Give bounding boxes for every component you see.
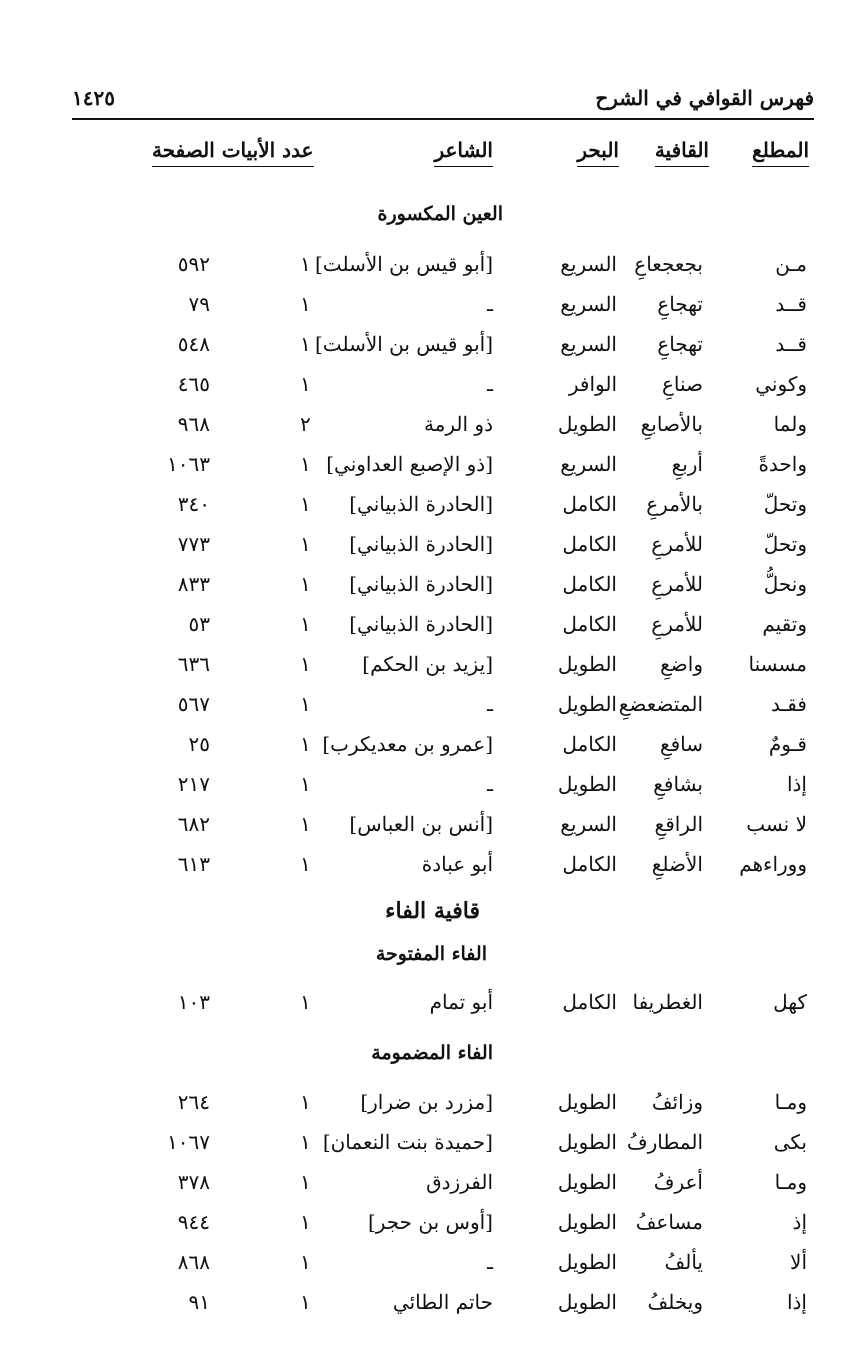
cell-rhyme: وزائفُ [651,1090,703,1114]
table-row [0,852,855,892]
table-row [0,772,855,812]
cell-meter: الكامل [562,532,617,556]
cell-count: ١ [300,852,311,876]
cell-page: ٩٦٨ [177,412,210,436]
cell-page: ٥٩٢ [177,252,210,276]
cell-poet: [يزيد بن الحكم] [362,652,493,676]
cell-rhyme: أربعِ [671,452,703,476]
cell-poet: [حميدة بنت النعمان] [322,1130,493,1154]
cell-poet: ـ [487,1250,493,1274]
col-heading-rhyme: القافية [655,138,709,162]
cell-page: ٩٤٤ [177,1210,210,1234]
cell-opening: وكوني [755,372,807,396]
table-row [0,652,855,692]
cell-poet: ـ [487,692,493,716]
cell-opening: واحدةً [758,452,807,476]
table-row [0,1290,855,1330]
header-title: فهرس القوافي في الشرح [595,86,814,110]
cell-rhyme: يألفُ [664,1250,703,1274]
cell-meter: الكامل [562,732,617,756]
cell-meter: الكامل [562,852,617,876]
col-heading-meter: البحر [577,138,619,162]
cell-page: ٦١٣ [177,852,210,876]
cell-poet: ـ [487,772,493,796]
cell-opening: وتقيم [762,612,807,636]
cell-opening: لا نسب [746,812,807,836]
cell-count: ١ [300,652,311,676]
cell-poet: [الحادرة الذبياني] [349,532,493,556]
cell-meter: الطويل [557,772,617,796]
cell-opening: ووراءهم [739,852,807,876]
cell-meter: الطويل [557,1290,617,1314]
cell-rhyme: أعرفُ [653,1170,703,1194]
cell-rhyme: سافعِ [659,732,703,756]
cell-count: ١ [300,532,311,556]
cell-meter: الطويل [557,1250,617,1274]
cell-count: ١ [300,990,311,1014]
cell-poet: ـ [487,292,493,316]
table-row [0,612,855,652]
header-rule [72,118,814,120]
cell-meter: السريع [560,812,617,836]
cell-page: ١٠٣ [177,990,210,1014]
cell-count: ١ [300,332,311,356]
cell-opening: ولما [773,412,807,436]
col-heading-poet: الشاعر [434,138,493,162]
cell-count: ١ [300,572,311,596]
cell-count: ١ [300,292,311,316]
cell-poet: ذو الرمة [423,412,493,436]
table-row [0,1090,855,1130]
table-row [0,1210,855,1250]
table-row [0,412,855,452]
cell-opening: وتحلّ [763,492,807,516]
cell-opening: إذا [786,772,807,796]
section-heading-ain-maksura: العين المكسورة [377,203,503,225]
cell-rhyme: الأضلعِ [651,852,703,876]
cell-opening: قــد [775,332,807,356]
cell-rhyme: بشافعِ [653,772,703,796]
table-row [0,732,855,772]
cell-poet: [ذو الإصبع العداوني] [326,452,493,476]
running-header [72,82,814,118]
table-row [0,1250,855,1290]
cell-count: ١ [300,252,311,276]
cell-poet: [أنس بن العباس] [349,812,493,836]
table-row [0,332,855,372]
cell-poet: ـ [487,372,493,396]
cell-page: ٥٦٧ [177,692,210,716]
cell-meter: السريع [560,452,617,476]
cell-poet: [أوس بن حجر] [367,1210,493,1234]
cell-count: ١ [300,1130,311,1154]
cell-page: ٩١ [188,1290,210,1314]
cell-meter: الطويل [557,1170,617,1194]
cell-page: ٦٣٦ [177,652,210,676]
table-row [0,532,855,572]
section-heading-fa-madmuma: الفاء المضمومة [371,1042,493,1064]
cell-opening: إذا [786,1290,807,1314]
cell-count: ١ [300,692,311,716]
cell-count: ١ [300,772,311,796]
cell-page: ٤٦٥ [177,372,210,396]
table-row [0,990,855,1030]
cell-page: ٢١٧ [177,772,210,796]
cell-meter: الكامل [562,990,617,1014]
cell-count: ١ [300,1170,311,1194]
cell-page: ٥٣ [188,612,210,636]
cell-page: ٧٩ [188,292,210,316]
cell-rhyme: بجعجعاعِ [634,252,703,276]
cell-rhyme: بالأصابعِ [640,412,703,436]
table-row [0,1170,855,1210]
cell-opening: مـن [775,252,807,276]
cell-rhyme: واضعِ [660,652,703,676]
table-row [0,1130,855,1170]
cell-opening: كهل [773,990,807,1014]
cell-page: ٣٤٠ [177,492,210,516]
table-row [0,452,855,492]
page-number: ١٤٢٥ [72,86,115,110]
cell-opening: قــد [775,292,807,316]
section-heading-qafiyat-al-fa: قافية الفاء [385,898,480,924]
cell-rhyme: المتضعضعِ [618,692,703,716]
cell-meter: الكامل [562,612,617,636]
cell-page: ٧٧٣ [177,532,210,556]
cell-opening: ونحلُّ [763,572,807,596]
cell-rhyme: بالأمرعِ [646,492,703,516]
cell-page: ٣٧٨ [177,1170,210,1194]
cell-rhyme: صناعِ [661,372,703,396]
cell-count: ١ [300,812,311,836]
cell-meter: الطويل [557,692,617,716]
cell-rhyme: ويخلفُ [647,1290,703,1314]
cell-rhyme: تهجاعِ [657,332,703,356]
cell-rhyme: للأمرعِ [651,612,703,636]
cell-rhyme: الراقعِ [654,812,703,836]
table-row [0,692,855,732]
cell-meter: الطويل [557,1090,617,1114]
cell-opening: بكى [773,1130,807,1154]
cell-page: ٥٤٨ [177,332,210,356]
cell-meter: الطويل [557,1130,617,1154]
cell-poet: [أبو قيس بن الأسلت] [315,252,493,276]
cell-rhyme: للأمرعِ [651,572,703,596]
cell-meter: الطويل [557,412,617,436]
cell-count: ١ [300,492,311,516]
cell-opening: فقـد [770,692,807,716]
cell-opening: قـومٌ [768,732,807,756]
cell-poet: [الحادرة الذبياني] [349,612,493,636]
cell-page: ٢٦٤ [177,1090,210,1114]
cell-poet: أبو تمام [429,990,493,1014]
cell-count: ١ [300,1250,311,1274]
cell-poet: [مزرد بن ضرار] [360,1090,493,1114]
table-row [0,372,855,412]
cell-opening: ومـا [774,1090,807,1114]
cell-rhyme: للأمرعِ [651,532,703,556]
cell-rhyme: المطارفُ [626,1130,703,1154]
cell-poet: أبو عبادة [421,852,493,876]
cell-opening: ومـا [774,1170,807,1194]
cell-poet: حاتم الطائي [392,1290,493,1314]
col-heading-count-page: عدد الأبيات الصفحة [152,138,314,162]
cell-meter: الكامل [562,492,617,516]
cell-count: ١ [300,732,311,756]
cell-opening: إذ [792,1210,807,1234]
cell-opening: ألا [790,1250,807,1274]
cell-meter: الطويل [557,652,617,676]
cell-page: ١٠٦٧ [167,1130,210,1154]
cell-poet: [الحادرة الذبياني] [349,572,493,596]
cell-page: ١٠٦٣ [167,452,210,476]
cell-page: ٨٦٨ [177,1250,210,1274]
cell-count: ١ [300,612,311,636]
cell-count: ١ [300,1090,311,1114]
table-row [0,812,855,852]
cell-meter: السريع [560,252,617,276]
cell-meter: الكامل [562,572,617,596]
cell-count: ١ [300,452,311,476]
cell-poet: [عمرو بن معديكرب] [322,732,493,756]
cell-rhyme: مساعفُ [635,1210,703,1234]
cell-page: ٨٣٣ [177,572,210,596]
table-row [0,572,855,612]
cell-poet: [أبو قيس بن الأسلت] [315,332,493,356]
cell-meter: السريع [560,292,617,316]
col-heading-opening: المطلع [752,138,809,162]
cell-meter: السريع [560,332,617,356]
cell-count: ١ [300,1290,311,1314]
cell-opening: مسسنا [748,652,807,676]
cell-count: ١ [300,1210,311,1234]
cell-meter: الوافر [568,372,617,396]
table-row [0,292,855,332]
cell-page: ٦٨٢ [177,812,210,836]
table-row [0,492,855,532]
cell-meter: الطويل [557,1210,617,1234]
cell-rhyme: الغطريفا [632,990,703,1014]
table-row [0,252,855,292]
cell-page: ٢٥ [188,732,210,756]
cell-poet: الفرزدق [426,1170,493,1194]
section-heading-fa-maftuha: الفاء المفتوحة [375,943,487,965]
cell-poet: [الحادرة الذبياني] [349,492,493,516]
cell-count: ٢ [300,412,311,436]
cell-opening: وتحلّ [763,532,807,556]
cell-rhyme: تهجاعِ [657,292,703,316]
cell-count: ١ [300,372,311,396]
